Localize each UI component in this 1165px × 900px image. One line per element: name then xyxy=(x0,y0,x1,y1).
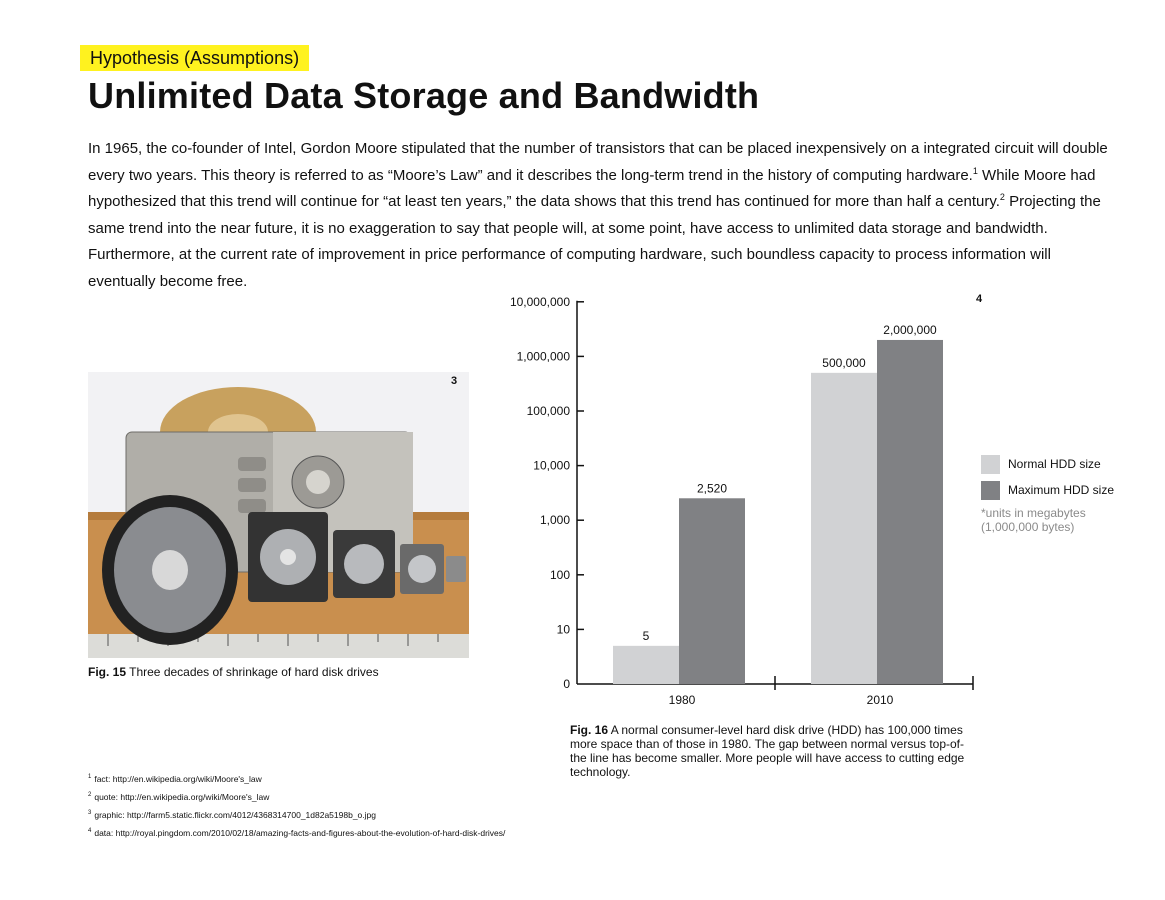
figure-15-caption-text: Three decades of shrinkage of hard disk drives xyxy=(126,665,379,679)
chart-legend xyxy=(981,454,1114,534)
intro-text-1: In 1965, the co-founder of Intel, Gordon Moore stipulated that the number of transistors that can be placed inexpensively on a integrated circuit will double every two years. This theory is referred to as “Moore’s Law” and it describes the long-term trend in the history of computing hardware. xyxy=(88,140,1108,184)
x-tick-label: 2010 xyxy=(866,693,894,707)
intro-text-2: While Moore had hypothesized that this trend will continue for “at least ten years,” the data shows that this trend has continued for more than half a century. xyxy=(88,166,1096,210)
y-tick-label: 1,000 xyxy=(539,513,570,528)
figure-16-label: Fig. 16 xyxy=(570,723,609,737)
page-title: Unlimited Data Storage and Bandwidth xyxy=(88,75,760,116)
bar-value-label: 2,000,000 xyxy=(883,322,937,337)
footnote-text: fact: http://en.wikipedia.org/wiki/Moore's_law xyxy=(94,774,262,784)
bar-normal-hdd-size-1980 xyxy=(613,646,679,684)
figure-16-ref: 4 xyxy=(976,293,983,305)
footnote-number: 3 xyxy=(88,810,92,817)
legend-units-note: *units in megabytes (1,000,000 bytes) xyxy=(981,506,1086,534)
y-tick-label: 10 xyxy=(556,622,570,637)
bar-value-label: 2,520 xyxy=(696,481,728,496)
y-tick-label: 0 xyxy=(563,677,570,691)
footnote-text: graphic: http://farm5.static.flickr.com/4012/4368314700_1d82a5198b_o.jpg xyxy=(94,810,376,820)
y-tick-label: 10,000 xyxy=(533,458,570,473)
footnotes xyxy=(88,770,505,842)
bar-maximum-hdd-size-2010 xyxy=(877,340,943,684)
bar-maximum-hdd-size-1980 xyxy=(679,498,745,684)
footnote-number: 4 xyxy=(88,828,92,835)
y-tick-label: 100 xyxy=(549,567,570,582)
legend-label-normal: Normal HDD size xyxy=(1008,457,1101,471)
footnote-number: 2 xyxy=(88,792,92,799)
y-tick-label: 10,000,000 xyxy=(509,295,570,309)
figure-15-caption xyxy=(88,665,379,679)
footnote-2 xyxy=(88,788,505,806)
legend-item-maximum xyxy=(981,480,1114,500)
section-tag: Hypothesis (Assumptions) xyxy=(80,45,309,71)
figure-16-caption-text: A normal consumer-level hard disk drive (HDD) has 100,000 times more space than of those in 1980. The gap between normal versus top-of-the line has become smaller. More people will have access to cutting edge technology. xyxy=(570,723,965,779)
x-tick-label: 1980 xyxy=(668,693,696,707)
footnote-number: 1 xyxy=(88,774,92,781)
bar-value-label: 500,000 xyxy=(822,355,866,370)
hdd-size-chart xyxy=(500,293,983,720)
legend-swatch-maximum xyxy=(981,481,1000,500)
hard-drives-photo xyxy=(88,372,469,658)
footnote-ref-1: 1 xyxy=(972,165,978,176)
footnote-text: quote: http://en.wikipedia.org/wiki/Moore's_law xyxy=(94,792,270,802)
footnote-ref-2: 2 xyxy=(999,192,1005,202)
y-tick-label: 1,000,000 xyxy=(516,349,570,364)
footnote-4 xyxy=(88,824,505,842)
bar-value-label: 5 xyxy=(642,628,650,643)
legend-label-maximum: Maximum HDD size xyxy=(1008,483,1115,497)
intro-text-3: Projecting the same trend into the near future, it is no exaggeration to say that people will, at some point, have access to unlimited data storage and bandwidth. Furthermore, at the current rate of improvement in price performance of computing hardware, such boundless capacity to process information will eventually become free. xyxy=(88,193,1101,290)
bar-normal-hdd-size-2010 xyxy=(811,373,877,684)
footnote-text: data: http://royal.pingdom.com/2010/02/18/amazing-facts-and-figures-about-the-evolution-of-hard-disk-drives/ xyxy=(94,828,506,838)
intro-paragraph xyxy=(88,136,1118,295)
figure-16-caption xyxy=(570,723,980,779)
figure-15-ref: 3 xyxy=(451,375,458,387)
footnote-3 xyxy=(88,806,505,824)
figure-15-label: Fig. 15 xyxy=(88,665,127,679)
legend-swatch-normal xyxy=(981,455,1000,474)
footnote-1 xyxy=(88,770,505,788)
y-tick-label: 100,000 xyxy=(526,404,570,418)
legend-item-normal xyxy=(981,454,1114,474)
